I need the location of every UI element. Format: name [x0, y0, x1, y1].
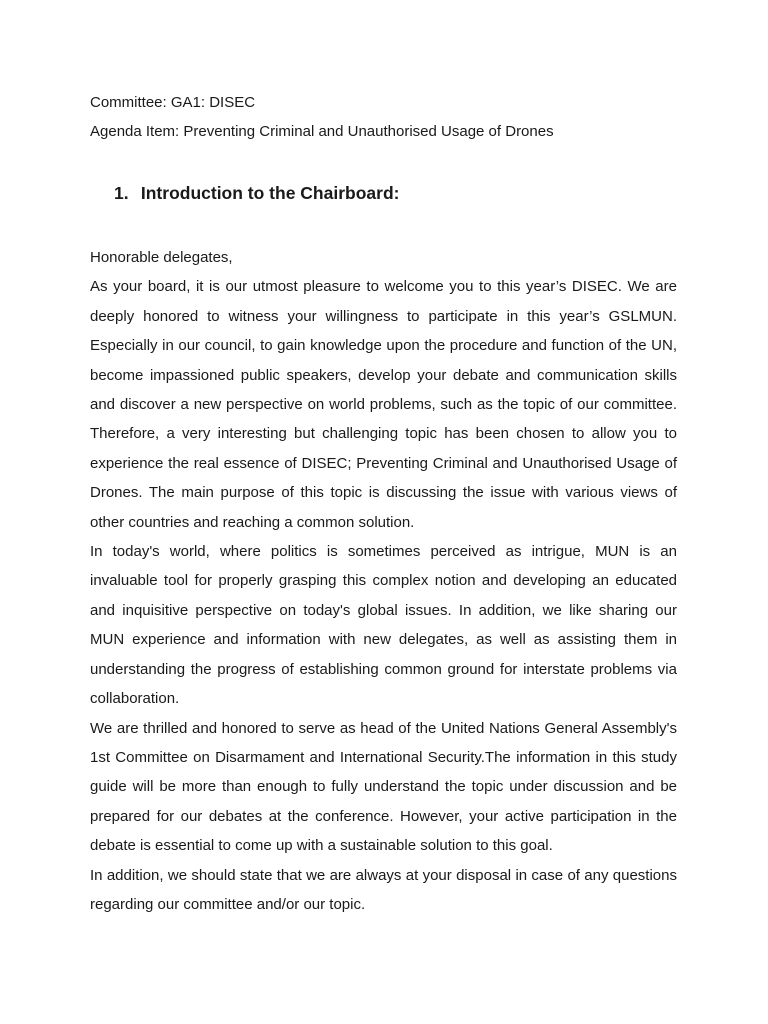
paragraph-mun-value: In today's world, where politics is sometimes perceived as intrigue, MUN is an invaluable tool for properly grasping this complex notion and developing an educated and inquisitive perspective on today's global issues. In addition, we like sharing our MUN experience and information with new delegates, as well as assisting them in understanding the progress of establishing common ground for interstate problems via collaboration.: [90, 543, 677, 708]
body-text: [90, 243, 677, 919]
agenda-line: Agenda Item: Preventing Criminal and Unauthorised Usage of Drones: [90, 123, 554, 140]
salutation: Honorable delegates,: [90, 249, 233, 266]
paragraph-welcome: As your board, it is our utmost pleasure to welcome you to this year’s DISEC. We are deeply honored to witness your willingness to participate in this year’s GSLMUN. Especially in our council, to gain knowledge upon the procedure and function of the UN, become impassioned public speakers, develop your debate and communication skills and discover a new perspective on world problems, such as the topic of our committee. Therefore, a very interesting but challenging topic has been chosen to allow you to experience the real essence of DISEC; Preventing Criminal and Unauthorised Usage of Drones. The main purpose of this topic is discussing the issue with various views of other countries and reaching a common solution.: [90, 278, 677, 531]
paragraph-disposal: In addition, we should state that we are always at your disposal in case of any questions regarding our committee and/or our topic.: [90, 866, 677, 913]
committee-line: Committee: GA1: DISEC: [90, 94, 256, 111]
section-heading: [114, 181, 399, 205]
section-title: Introduction to the Chairboard:: [140, 183, 400, 203]
section-number: 1.: [114, 183, 129, 203]
paragraph-committee-role: We are thrilled and honored to serve as head of the United Nations General Assembly's 1st Committee on Disarmament and International Security.The information in this study guide will be more than enough to fully understand the topic under discussion and be prepared for our debates at the conference. However, your active participation in the debate is essential to come up with a sustainable solution to this goal.: [90, 719, 677, 855]
